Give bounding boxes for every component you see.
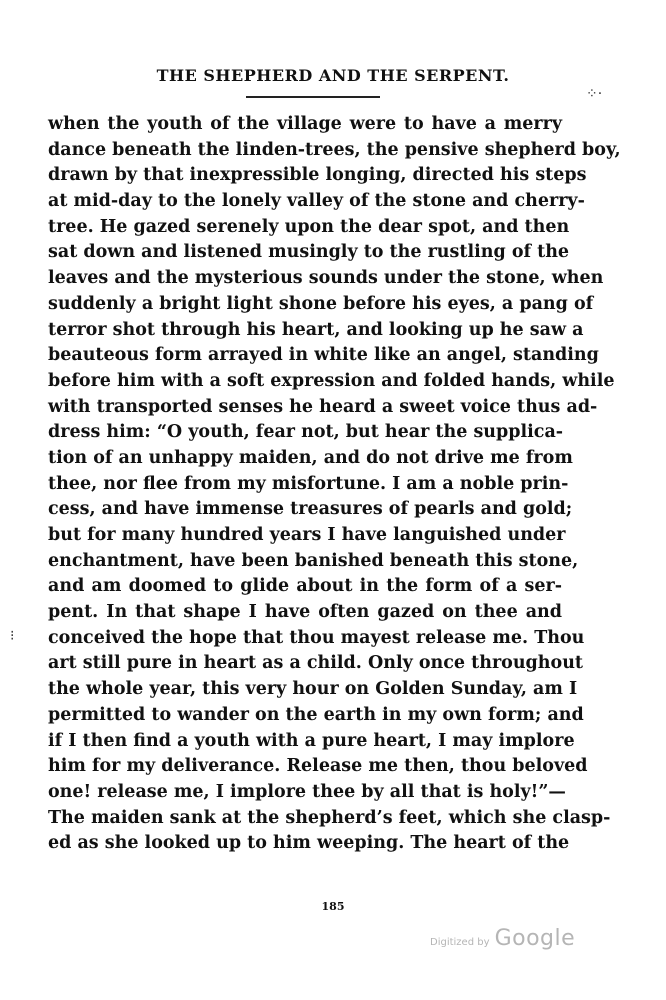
text-line: the whole year, this very hour on Golden Sunday, am I	[48, 679, 578, 700]
page-number: 185	[321, 900, 345, 913]
watermark-small-text: Digitized by	[430, 937, 490, 948]
digitized-watermark	[430, 926, 575, 951]
text-line: permitted to wander on the earth in my own form; and	[48, 704, 584, 725]
body-text	[48, 112, 621, 857]
watermark-logo-text: Google	[494, 926, 576, 951]
text-line: enchantment, have been banished beneath this stone,	[48, 550, 579, 571]
text-line: dress him: “O youth, fear not, but hear the supplica-	[48, 422, 564, 443]
margin-mark: ⁝	[10, 628, 15, 644]
text-line: terror shot through his heart, and looking up he saw a	[48, 319, 584, 340]
running-head: THE SHEPHERD AND THE SERPENT.	[156, 66, 510, 85]
text-line: suddenly a bright light shone before his eyes, a pang of	[48, 293, 594, 314]
text-line: when the youth of the village were to have a merry	[48, 114, 562, 134]
text-line: drawn by that inexpressible longing, directed his steps	[48, 165, 587, 186]
header-rule	[246, 96, 380, 98]
text-line: tree. He gazed serenely upon the dear spot, and then	[48, 216, 570, 237]
text-line: but for many hundred years I have languished under	[48, 525, 566, 545]
text-line: tion of an unhappy maiden, and do not drive me from	[48, 447, 573, 468]
printer-mark: ⁘·	[586, 86, 603, 102]
text-line: and am doomed to glide about in the form of a ser-	[48, 576, 562, 597]
text-line: art still pure in heart as a child. Only once throughout	[48, 653, 583, 674]
text-line: before him with a soft expression and folded hands, while	[48, 370, 615, 391]
text-line: if I then find a youth with a pure heart, I may implore	[48, 730, 575, 751]
text-line: dance beneath the linden-trees, the pensive shepherd boy,	[48, 139, 621, 160]
text-line: thee, nor flee from my misfortune. I am a noble prin-	[48, 473, 569, 494]
text-line: at mid-day to the lonely valley of the stone and cherry-	[48, 191, 585, 212]
text-line: sat down and listened musingly to the rustling of the	[48, 242, 570, 263]
text-line: him for my deliverance. Release me then, thou beloved	[48, 756, 588, 777]
text-line: with transported senses he heard a sweet voice thus ad-	[48, 396, 598, 417]
text-line: one! release me, I implore thee by all that is holy!”—	[48, 781, 566, 802]
text-line: The maiden sank at the shepherd’s feet, which she clasp-	[48, 807, 611, 828]
text-line: ed as she looked up to him weeping. The heart of the	[48, 833, 570, 854]
text-line: pent. In that shape I have often gazed on thee and	[48, 602, 562, 623]
text-line: leaves and the mysterious sounds under the stone, when	[48, 268, 604, 289]
text-line: cess, and have immense treasures of pearls and gold;	[48, 499, 573, 520]
text-line: conceived the hope that thou mayest release me. Thou	[48, 627, 585, 648]
text-line: beauteous form arrayed in white like an angel, standing	[48, 345, 599, 366]
